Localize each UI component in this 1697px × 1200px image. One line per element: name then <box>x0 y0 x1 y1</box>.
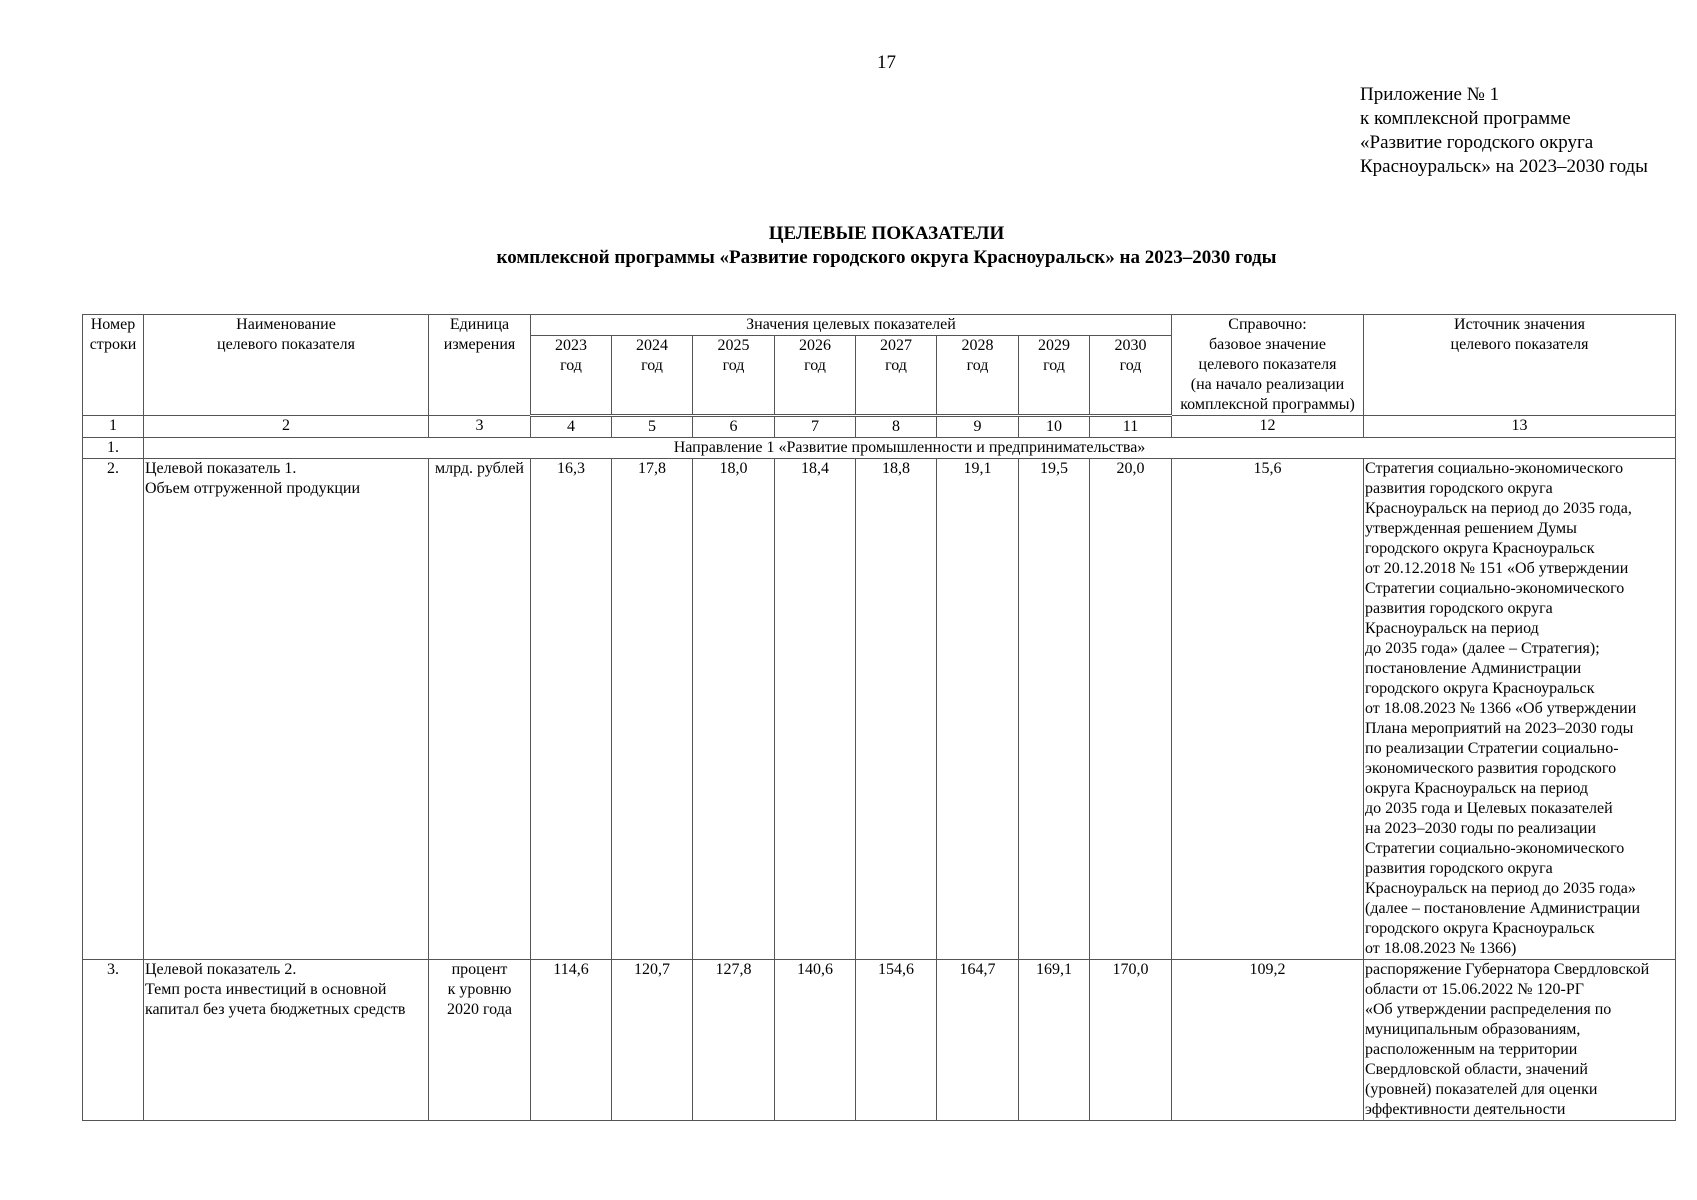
value-cell: 19,1 <box>937 459 1019 960</box>
value-cell: 170,0 <box>1090 960 1172 1121</box>
column-number: 11 <box>1090 416 1172 438</box>
column-number: 13 <box>1364 416 1676 438</box>
page-number: 17 <box>877 52 896 73</box>
indicator-name: Целевой показатель 1. Объем отгруженной продукции <box>144 459 429 960</box>
column-number: 9 <box>937 416 1019 438</box>
appendix-note <box>1360 83 1648 179</box>
section-label: Направление 1 «Развитие промышленности и предпринимательства» <box>144 438 1676 459</box>
table-row <box>83 459 1676 960</box>
value-cell: 19,5 <box>1019 459 1090 960</box>
document-title <box>0 222 1697 270</box>
value-cell: 16,3 <box>531 459 612 960</box>
title-line-1: ЦЕЛЕВЫЕ ПОКАЗАТЕЛИ <box>768 223 1005 244</box>
value-cell: 17,8 <box>612 459 693 960</box>
header-reference: Справочно: базовое значение целевого показателя (на начало реализации комплексной программы) <box>1172 315 1364 416</box>
column-number: 7 <box>775 416 856 438</box>
section-row <box>83 438 1676 459</box>
column-number: 10 <box>1019 416 1090 438</box>
base-value: 15,6 <box>1172 459 1364 960</box>
column-number: 8 <box>856 416 937 438</box>
column-number: 1 <box>83 416 144 438</box>
row-number: 3. <box>83 960 144 1121</box>
header-year: 2026 год <box>775 336 856 416</box>
header-row-number: Номер строки <box>83 315 144 416</box>
source-text: Стратегия социально-экономического развития городского округа Красноуральск на период до 2035 года, утвержденная решением Думы городского округа Красноуральск от 20.12.2018 № 151 «Об утверждении Стратегии социально-экономического развития городского округа Красноуральск на период до 2035 года» (далее – Стратегия); постановление Администрации городского округа Красноуральск от 18.08.2023 № 1366 «Об утверждении Плана мероприятий на 2023–2030 годы по реализации Стратегии социально- экономического развития городского округа Красноуральск на период до 2035 года и Целевых показателей на 2023–2030 годы по реализации Стратегии социально-экономического развития городского округа Красноуральск на период до 2035 года» (далее – постановление Администрации городского округа Красноуральск от 18.08.2023 № 1366) <box>1364 459 1676 960</box>
value-cell: 164,7 <box>937 960 1019 1121</box>
source-text: распоряжение Губернатора Свердловской области от 15.06.2022 № 120-РГ «Об утверждении распределения по муниципальным образованиям, расположенным на территории Свердловской области, значений (уровней) показателей для оценки эффективности деятельности <box>1364 960 1676 1121</box>
indicators-table <box>82 314 1676 1121</box>
value-cell: 18,4 <box>775 459 856 960</box>
base-value: 109,2 <box>1172 960 1364 1121</box>
header-name: Наименование целевого показателя <box>144 315 429 416</box>
column-number: 4 <box>531 416 612 438</box>
header-unit: Единица измерения <box>429 315 531 416</box>
header-year: 2027 год <box>856 336 937 416</box>
appendix-line: «Развитие городского округа <box>1360 132 1594 153</box>
value-cell: 114,6 <box>531 960 612 1121</box>
unit: процент к уровню 2020 года <box>429 960 531 1121</box>
value-cell: 154,6 <box>856 960 937 1121</box>
header-year: 2029 год <box>1019 336 1090 416</box>
header-year: 2028 год <box>937 336 1019 416</box>
value-cell: 18,0 <box>693 459 775 960</box>
value-cell: 120,7 <box>612 960 693 1121</box>
header-source: Источник значения целевого показателя <box>1364 315 1676 416</box>
row-number: 2. <box>83 459 144 960</box>
unit: млрд. рублей <box>429 459 531 960</box>
header-values-group: Значения целевых показателей <box>531 315 1172 336</box>
header-year: 2030 год <box>1090 336 1172 416</box>
header-year: 2023 год <box>531 336 612 416</box>
column-number: 2 <box>144 416 429 438</box>
appendix-line: Красноуральск» на 2023–2030 годы <box>1360 156 1648 177</box>
column-number: 6 <box>693 416 775 438</box>
value-cell: 20,0 <box>1090 459 1172 960</box>
value-cell: 18,8 <box>856 459 937 960</box>
column-number: 12 <box>1172 416 1364 438</box>
value-cell: 140,6 <box>775 960 856 1121</box>
appendix-line: к комплексной программе <box>1360 108 1571 129</box>
column-number: 3 <box>429 416 531 438</box>
appendix-line: Приложение № 1 <box>1360 84 1500 105</box>
value-cell: 127,8 <box>693 960 775 1121</box>
header-year: 2024 год <box>612 336 693 416</box>
column-number: 5 <box>612 416 693 438</box>
header-row <box>83 315 1676 336</box>
indicator-name: Целевой показатель 2. Темп роста инвестиций в основной капитал без учета бюджетных средств <box>144 960 429 1121</box>
table-row <box>83 960 1676 1121</box>
title-line-2: комплексной программы «Развитие городского округа Красноуральск» на 2023–2030 годы <box>496 247 1277 268</box>
column-numbers-row <box>83 416 1676 438</box>
value-cell: 169,1 <box>1019 960 1090 1121</box>
header-year: 2025 год <box>693 336 775 416</box>
section-number: 1. <box>83 438 144 459</box>
